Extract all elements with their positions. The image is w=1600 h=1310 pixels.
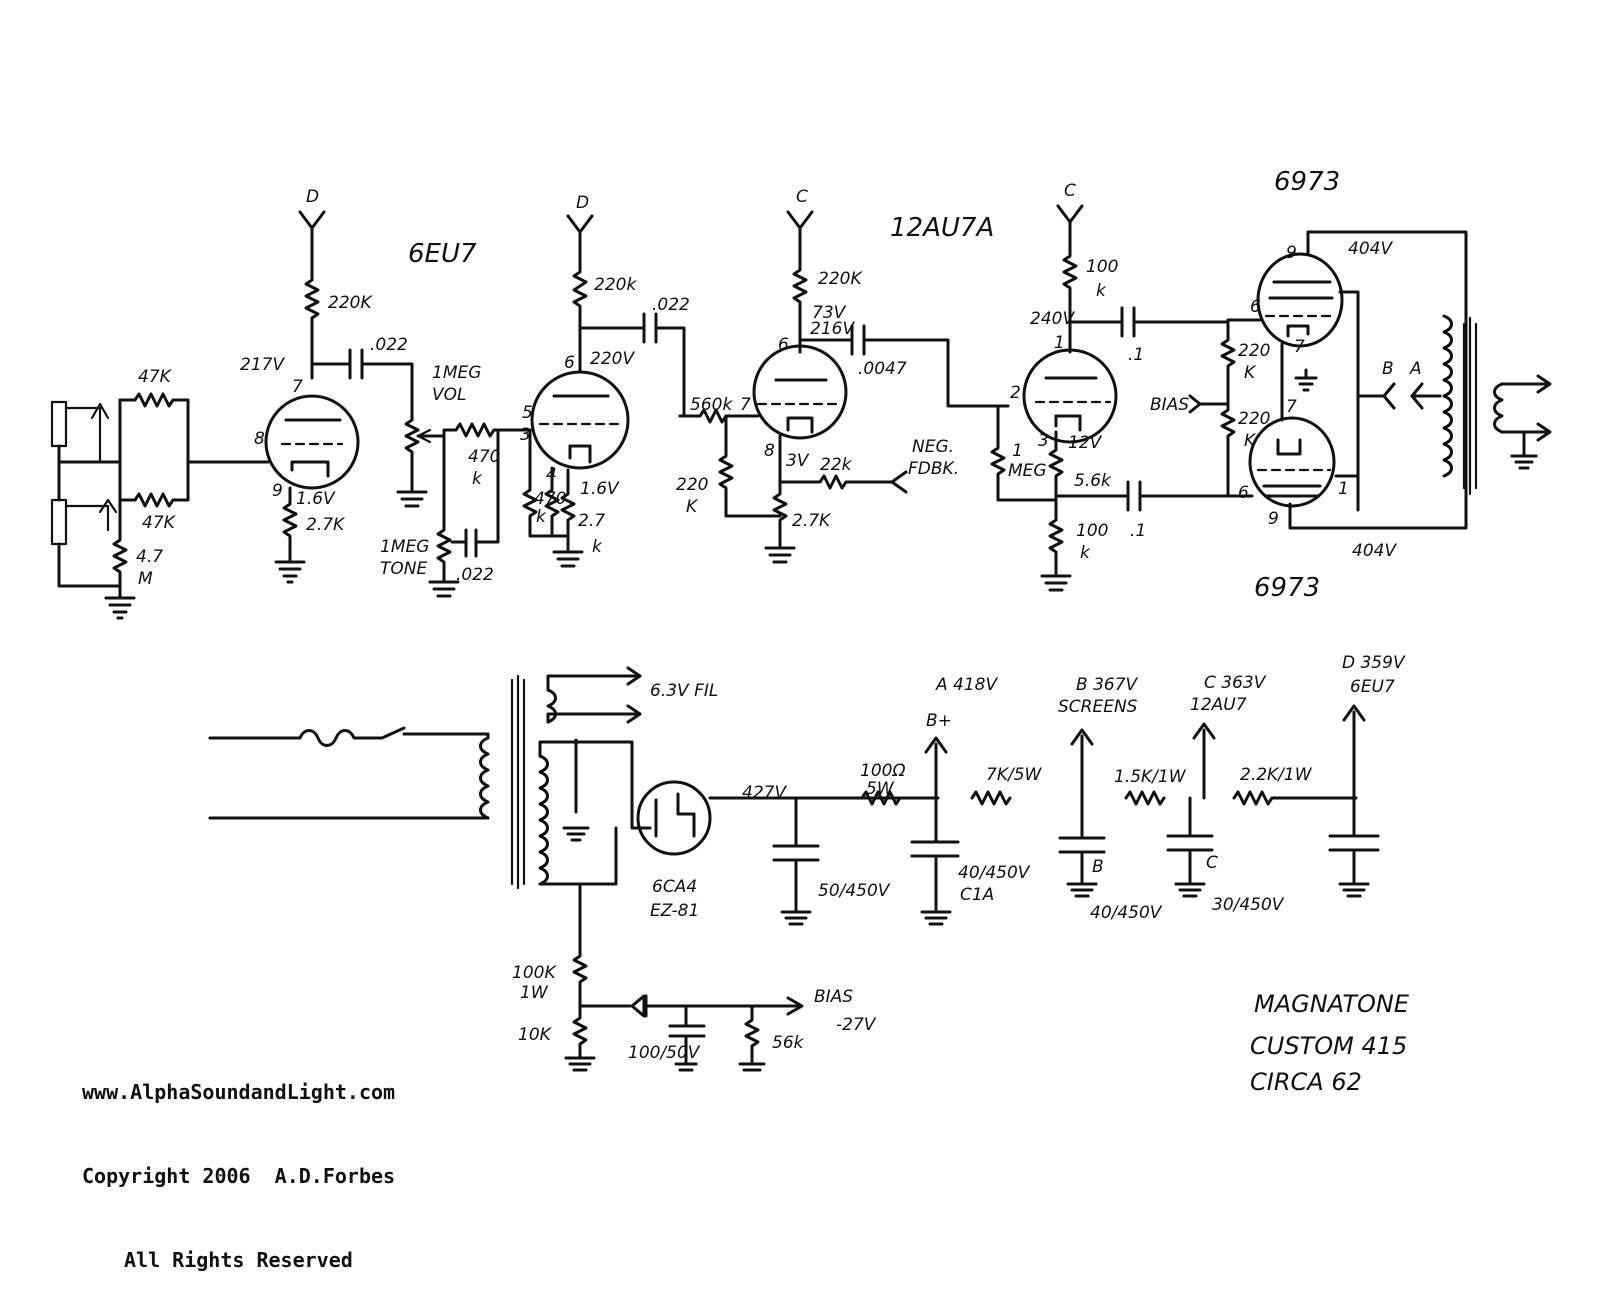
pin-3-4: 3 <box>1038 431 1049 451</box>
label-100-5w-b: 5W <box>866 779 894 799</box>
label-rail-c: C 363V <box>1204 673 1266 693</box>
label-10k: 10K <box>518 1025 551 1045</box>
coupling-cap-01-top <box>1070 308 1228 336</box>
tube-label-6973-bottom: 6973 <box>1254 573 1321 603</box>
filter-cap-30-c <box>1168 798 1212 896</box>
label-220-g2b: K <box>1244 431 1256 451</box>
label-220k-1: 220K <box>328 293 372 313</box>
label-12v: 12V <box>1068 433 1102 453</box>
bias-input-arrow-icon <box>1190 396 1228 412</box>
pin-6-2: 6 <box>564 353 575 373</box>
label-5-6k: 5.6k <box>1074 471 1111 491</box>
tube-12au7a-a <box>754 346 846 438</box>
label-100-5w-a: 100Ω <box>860 761 906 781</box>
label-bias-out: BIAS <box>814 987 854 1007</box>
label-1meg-2: MEG <box>1008 461 1047 481</box>
label-56k: 56k <box>772 1033 804 1053</box>
resistor-7k-5w <box>972 792 1010 804</box>
ground-icon <box>398 492 426 506</box>
pin-6-bottom: 6 <box>1238 483 1249 503</box>
label-470-2a: 470 <box>534 489 567 509</box>
label-4-7-m: M <box>138 569 153 589</box>
label-2-7-2: 2.7 <box>578 511 606 531</box>
label-neg: NEG. <box>912 437 955 457</box>
label-out-a: A <box>1410 359 1422 379</box>
tube-6973-bottom <box>1250 418 1334 506</box>
label-rail-b: B 367V <box>1076 675 1138 695</box>
resistor-1-5k <box>1126 792 1164 804</box>
input-jacks <box>52 400 135 586</box>
label-rail-d: D 359V <box>1342 653 1405 673</box>
wire-plates-to-transformer <box>1290 232 1466 528</box>
label-47k-top: 47K <box>138 367 171 387</box>
supply-bplus-arrow-icon <box>926 738 946 798</box>
label-73v: 73V <box>812 303 846 323</box>
label-470: 470 <box>468 447 501 467</box>
label-220-g1b: K <box>1244 363 1256 383</box>
rail-label-d-1: D <box>306 187 320 207</box>
label-220k-4b: K <box>686 497 698 517</box>
pin-8-3: 8 <box>764 441 775 461</box>
label-rail-d-sub: 6EU7 <box>1350 677 1395 697</box>
label-30-450v: 30/450V <box>1212 895 1284 915</box>
label-100-1k: k <box>1096 281 1106 301</box>
label-220k-2: 220k <box>594 275 637 295</box>
ground-icon <box>554 552 582 566</box>
label-470-k: k <box>472 469 482 489</box>
label-01-top: .1 <box>1128 345 1145 365</box>
resistor-2-2k <box>1234 792 1356 804</box>
pin-2-4: 2 <box>1010 383 1021 403</box>
label-470-2b: k <box>536 507 546 527</box>
pin-7-1: 7 <box>292 377 303 397</box>
label-bplus: B+ <box>926 711 952 731</box>
label-1w-bias: 1W <box>520 983 548 1003</box>
label-220-g1a: 220 <box>1238 341 1271 361</box>
cathode-resistor-1 <box>284 488 296 562</box>
ground-icon <box>430 582 458 596</box>
label-screens: SCREENS <box>1058 697 1138 717</box>
label-217v: 217V <box>240 355 285 375</box>
label-100-2: 100 <box>1076 521 1109 541</box>
filter-cap-d <box>1330 798 1378 896</box>
resistor-47k-bottom <box>135 462 188 506</box>
resistor-47k-top <box>135 394 188 462</box>
label-out-b: B <box>1382 359 1394 379</box>
label-2-7k-1: 2.7K <box>306 515 345 535</box>
rights-text: All Rights Reserved <box>124 1248 353 1272</box>
tube-6eu7 <box>266 396 358 488</box>
label-240v: 240V <box>1030 309 1075 329</box>
grid-resistor-220k <box>720 416 780 516</box>
label-404v-bottom: 404V <box>1352 541 1397 561</box>
resistor-470k <box>418 424 530 436</box>
plate-resistor-220k-3 <box>788 212 812 352</box>
supply-6eu7-arrow-icon <box>1344 706 1364 798</box>
filter-cap-40-c1a <box>912 798 958 924</box>
label-47k-bottom: 47K <box>142 513 175 533</box>
label-40-450v-b: 40/450V <box>1090 903 1162 923</box>
tube-label-6eu7: 6EU7 <box>408 239 477 269</box>
label-tone-1: 1MEG <box>380 537 430 557</box>
supply-a-arrow-icon <box>1412 384 1440 408</box>
label-220k-4a: 220 <box>676 475 709 495</box>
volume-pot <box>406 420 418 492</box>
filter-cap-50 <box>774 798 818 924</box>
pin-1-4: 1 <box>1054 333 1065 353</box>
pin-8-1: 8 <box>254 429 265 449</box>
label-cap-b: B <box>1092 857 1104 877</box>
supply-screens-arrow-icon <box>1072 730 1092 798</box>
label-3v: 3V <box>786 451 809 471</box>
title-line-1: MAGNATONE <box>1254 990 1410 1018</box>
label-tone-2: TONE <box>380 559 428 579</box>
resistor-1meg <box>992 406 1056 500</box>
ground-icon <box>106 598 134 618</box>
supply-12au7-arrow-icon <box>1194 724 1214 798</box>
plate-resistor-100k-1 <box>1058 206 1082 352</box>
copyright-block <box>82 1022 395 1302</box>
label-4-7: 4.7 <box>136 547 164 567</box>
label-022-2: .022 <box>652 295 690 315</box>
power-transformer <box>512 668 650 888</box>
tube-label-6ca4: 6CA4 <box>652 877 698 897</box>
label-1-5k: 1.5K/1W <box>1114 767 1186 787</box>
tone-pot <box>438 436 450 582</box>
title-line-3: CIRCA 62 <box>1250 1068 1362 1096</box>
plate-resistor-220k-1 <box>300 212 324 378</box>
label-100-50v: 100/50V <box>628 1043 700 1063</box>
tube-stage-2 <box>532 372 628 468</box>
label-50-450v: 50/450V <box>818 881 890 901</box>
label-40-450v-a: 40/450V <box>958 863 1030 883</box>
wire-screens <box>1336 292 1358 510</box>
label-1meg-1: 1 <box>1012 441 1023 461</box>
pin-7-bottom: 7 <box>1286 397 1297 417</box>
label-01-bottom: .1 <box>1130 521 1147 541</box>
rail-label-d-2: D <box>576 193 590 213</box>
label-rail-a: A 418V <box>936 675 998 695</box>
label-220-g2a: 220 <box>1238 409 1271 429</box>
label-100-2k: k <box>1080 543 1090 563</box>
label-220k-3: 220K <box>818 269 862 289</box>
label-rail-c-sub: 12AU7 <box>1190 695 1247 715</box>
pin-9-top: 9 <box>1286 243 1297 263</box>
label-vol-1: 1MEG <box>432 363 482 383</box>
label-fdbk: FDBK. <box>908 459 960 479</box>
coupling-cap-022-1 <box>312 350 412 420</box>
label-0047: .0047 <box>858 359 907 379</box>
pin-9-1: 9 <box>272 481 283 501</box>
output-transformer <box>1444 316 1550 494</box>
pin-4-2: 4 <box>546 465 557 485</box>
tube-12au7a-b <box>1024 350 1116 442</box>
label-2-2k: 2.2K/1W <box>1240 765 1312 785</box>
resistor-4-7m <box>114 500 126 598</box>
pin-3-2: 3 <box>520 425 531 445</box>
label-1-6v-2: 1.6V <box>580 479 619 499</box>
bias-diode <box>580 996 802 1016</box>
label-1-6v-1: 1.6V <box>296 489 335 509</box>
grid-resistors-220k-pair <box>1222 322 1234 496</box>
copyright-text: Copyright 2006 A.D.Forbes <box>82 1164 396 1188</box>
pin-6-3: 6 <box>778 335 789 355</box>
label-c1a: C1A <box>960 885 995 905</box>
supply-b-arrow-icon <box>1358 384 1394 408</box>
label-427v: 427V <box>742 783 787 803</box>
label-2-7-2k: k <box>592 537 602 557</box>
label-bias-27v: -27V <box>836 1015 876 1035</box>
resistor-100k-1w-bias <box>574 884 586 1006</box>
label-22k: 22k <box>820 455 852 475</box>
label-7k-5w: 7K/5W <box>986 765 1042 785</box>
website-text: www.AlphaSoundandLight.com <box>82 1080 396 1104</box>
label-560k: 560k <box>690 395 733 415</box>
filter-cap-40-b <box>1060 798 1104 896</box>
pin-9-bottom: 9 <box>1268 509 1279 529</box>
label-404v-top: 404V <box>1348 239 1393 259</box>
ground-icon <box>1042 576 1070 590</box>
ac-input-fuse <box>210 728 488 818</box>
tube-6973-top <box>1258 254 1342 346</box>
label-022-1: .022 <box>370 335 408 355</box>
plate-resistor-220k-2 <box>568 216 592 372</box>
rail-label-c-1: C <box>796 187 808 207</box>
tube-label-12au7a: 12AU7A <box>890 213 995 243</box>
resistor-56k <box>740 1006 764 1070</box>
rail-label-c-2: C <box>1064 181 1076 201</box>
pin-6-top: 6 <box>1250 297 1261 317</box>
tube-label-ez81: EZ-81 <box>650 901 700 921</box>
label-6-3v-fil: 6.3V FIL <box>650 681 719 701</box>
label-vol-2: VOL <box>432 385 467 405</box>
pin-1-bottom: 1 <box>1338 479 1349 499</box>
label-bias-in: BIAS <box>1150 395 1190 415</box>
title-line-2: CUSTOM 415 <box>1250 1032 1408 1060</box>
label-220v: 220V <box>590 349 635 369</box>
pin-7-top: 7 <box>1294 337 1305 357</box>
label-216v: 216V <box>810 319 855 339</box>
resistor-10k <box>566 1006 594 1070</box>
pin-5-2: 5 <box>522 403 533 423</box>
resistor-100k-2 <box>1050 506 1062 576</box>
label-100-1: 100 <box>1086 257 1119 277</box>
label-cap-c: C <box>1206 853 1218 873</box>
label-2-7k-3: 2.7K <box>792 511 831 531</box>
ground-icon <box>276 562 304 582</box>
pin-7-3: 7 <box>740 395 751 415</box>
cathode-resistor-2 <box>562 470 574 552</box>
ground-icon <box>766 548 794 562</box>
label-100k-bias: 100K <box>512 963 556 983</box>
ground-icon <box>1296 370 1316 390</box>
label-022-tone: .022 <box>456 565 494 585</box>
tube-label-6973-top: 6973 <box>1274 167 1341 197</box>
